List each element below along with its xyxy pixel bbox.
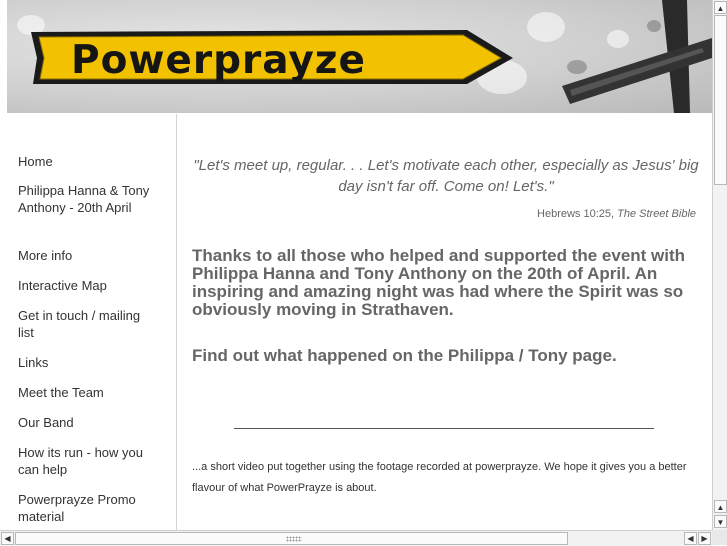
scroll-up-arrow-icon[interactable]: ▲ <box>714 1 727 14</box>
nav-item-meet-the-team[interactable]: Meet the Team <box>18 385 104 400</box>
citation-reference: Hebrews 10:25, <box>537 208 618 220</box>
nav-item-philippa-tony[interactable]: Philippa Hanna & Tony Anthony - 20th April <box>18 183 150 215</box>
scroll-left-arrow-icon-right[interactable]: ◀ <box>684 532 697 545</box>
citation-source: The Street Bible <box>617 208 696 220</box>
nav-item-links[interactable]: Links <box>18 355 49 370</box>
logo-text: Powerprayze <box>71 38 366 83</box>
nav-item-get-in-touch[interactable]: Get in touch / mailing list <box>18 308 141 340</box>
divider <box>234 428 654 429</box>
quote-citation <box>537 208 696 220</box>
horizontal-scroll-thumb[interactable] <box>15 532 568 545</box>
scrollbar-corner <box>712 530 727 545</box>
grip-icon <box>286 536 302 542</box>
horizontal-scrollbar[interactable] <box>0 530 712 546</box>
thanks-headline: Thanks to all those who helped and supported the event with Philippa Hanna and Tony Anthony on the 20th of April. An inspiring and amazing night was had where the Spirit was so obviously moving in Strathaven. <box>192 246 686 319</box>
nav-item-how-its-run[interactable]: How its run - how you can help <box>18 445 143 477</box>
scroll-left-arrow-icon[interactable]: ◀ <box>1 532 14 545</box>
nav-item-home[interactable]: Home <box>18 154 53 169</box>
video-description: ...a short video put together using the footage recorded at powerprayze. We hope it gives you a better flavour of what PowerPrayze is about. <box>192 461 687 494</box>
vertical-scrollbar[interactable] <box>712 0 727 530</box>
philippa-tony-headline: Find out what happened on the Philippa / Tony page. <box>192 346 617 365</box>
sidebar-nav <box>0 114 177 530</box>
nav-item-our-band[interactable]: Our Band <box>18 415 74 430</box>
nav-item-promo-material[interactable]: Powerprayze Promo material <box>18 492 136 524</box>
scroll-up-arrow-icon-lower[interactable]: ▲ <box>714 500 727 513</box>
scroll-down-arrow-icon[interactable]: ▼ <box>714 515 727 528</box>
cross-icon <box>562 0 712 113</box>
main-content <box>177 114 711 530</box>
nav-item-more-info[interactable]: More info <box>18 248 73 263</box>
scroll-right-arrow-icon[interactable]: ▶ <box>698 532 711 545</box>
bible-quote: "Let's meet up, regular. . . Let's motivate each other, especially as Jesus' big day isn't far off. Come on! Let's." <box>193 157 699 195</box>
vertical-scroll-thumb[interactable] <box>714 15 727 185</box>
nav-item-interactive-map[interactable]: Interactive Map <box>18 278 107 293</box>
header-banner <box>7 0 712 113</box>
